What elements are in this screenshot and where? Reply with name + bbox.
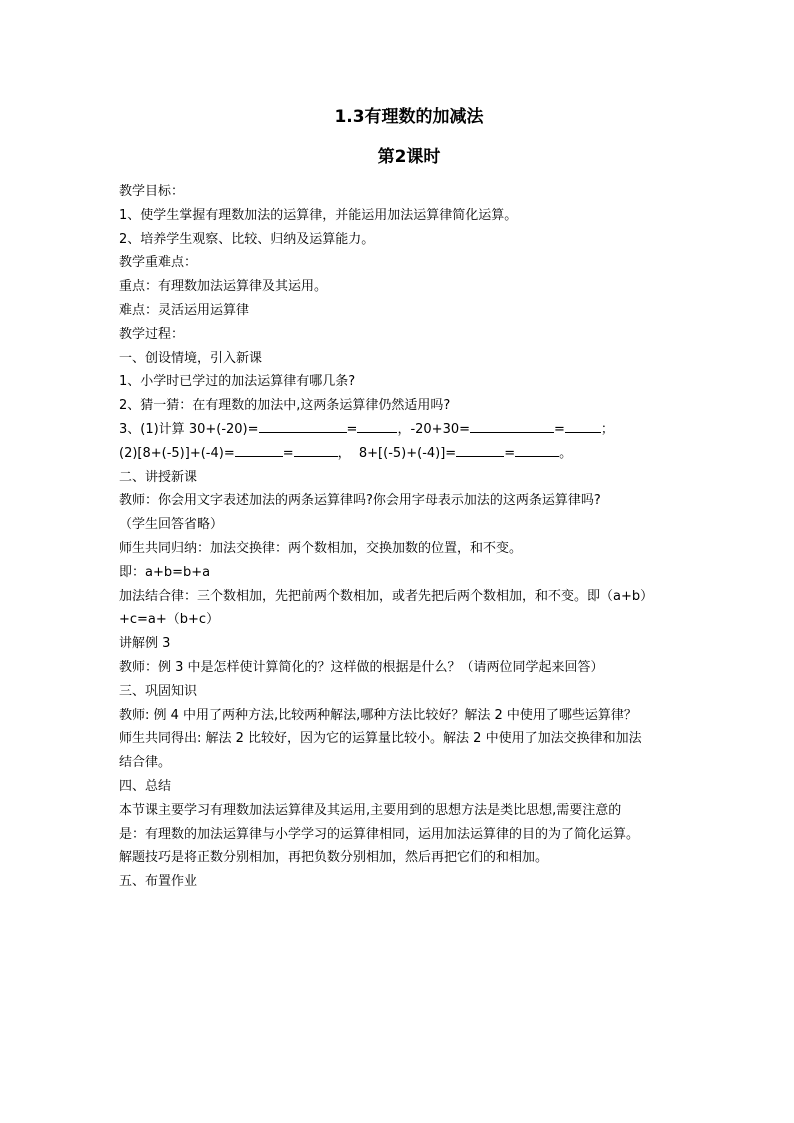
text-line: +c=a+（b+c）	[119, 612, 220, 628]
text-line: 2、猜一猜：在有理数的加法中,这两条运算律仍然适用吗?	[119, 398, 451, 414]
text-line: 2、培养学生观察、比较、归纳及运算能力。	[119, 231, 375, 247]
document-page	[119, 104, 689, 894]
exercise-text: ， 8+[(-5)+(-4)]=	[337, 445, 457, 461]
page-title: 1.3有理数的加减法	[334, 107, 484, 127]
exercise-text: =	[554, 421, 565, 437]
text-line: 1、小学时已学过的加法运算律有哪几条?	[119, 374, 356, 390]
text-line: 本节课主要学习有理数加法运算律及其运用,主要用到的思想方法是类比思想,需要注意的	[119, 802, 622, 818]
answer-blank	[259, 419, 347, 433]
text-line: 1、使学生掌握有理数加法的运算律，并能运用加法运算律简化运算。	[119, 207, 518, 223]
text-line: （学生回答省略）	[119, 517, 224, 533]
text-line: 重点：有理数加法运算律及其运用。	[119, 279, 328, 295]
text-line: 是：有理数的加法运算律与小学学习的运算律相同，运用加法运算律的目的为了简化运算。	[119, 826, 640, 842]
text-line: 解题技巧是将正数分别相加，再把负数分别相加，然后再把它们的和相加。	[119, 850, 549, 866]
text-line: 三、巩固知识	[119, 683, 198, 699]
exercise-text: (2)[8+(-5)]+(-4)=	[119, 445, 235, 461]
text-line: 加法结合律：三个数相加，先把前两个数相加，或者先把后两个数相加，和不变。即（a+b）	[119, 588, 654, 604]
exercise-text: 。	[559, 445, 573, 461]
text-line: 四、总结	[119, 778, 172, 794]
text-line: 五、布置作业	[119, 874, 198, 890]
answer-blank	[357, 419, 397, 433]
text-line: 教学过程：	[119, 326, 185, 342]
answer-blank	[235, 443, 283, 457]
answer-blank	[456, 443, 504, 457]
text-line: 教师：例 3 中是怎样使计算简化的？这样做的根据是什么？（请两位同学起来回答）	[119, 659, 604, 675]
exercise-text: =	[282, 445, 294, 461]
exercise-text: =	[346, 421, 358, 437]
text-line: 师生共同归纳：加法交换律：两个数相加，交换加数的位置，和不变。	[119, 540, 523, 556]
text-line: 讲解例 3	[119, 636, 171, 652]
text-line: 教学重难点：	[119, 255, 198, 271]
lesson-subtitle: 第2课时	[377, 147, 441, 167]
text-line: 教师: 例 4 中用了两种方法,比较两种解法,哪种方法比较好？解法 2 中使用了哪些运算律？	[119, 707, 637, 723]
answer-blank	[470, 419, 554, 433]
text-line: 教师：你会用文字表述加法的两条运算律吗?你会用字母表示加法的这两条运算律吗?	[119, 493, 601, 509]
exercise-row-1	[119, 418, 689, 442]
exercise-text: =	[504, 445, 516, 461]
text-line: 即：a+b=b+a	[119, 564, 211, 580]
exercise-text: ，-20+30=	[397, 421, 470, 437]
exercise-text: 3、(1)计算 30+(-20)=	[119, 421, 259, 437]
text-line: 一、创设情境，引入新课	[119, 350, 263, 366]
answer-blank	[294, 443, 338, 457]
exercise-row-2	[119, 442, 689, 466]
text-line: 结合律。	[119, 755, 172, 771]
text-line: 教学目标：	[119, 184, 185, 199]
text-line: 难点：灵活运用运算律	[119, 302, 250, 318]
exercise-text: ；	[600, 421, 614, 437]
text-line: 二、讲授新课	[119, 469, 198, 485]
answer-blank	[565, 419, 601, 433]
answer-blank	[515, 443, 559, 457]
text-line: 师生共同得出: 解法 2 比较好，因为它的运算量比较小。解法 2 中使用了加法交换律和加法	[119, 731, 642, 747]
